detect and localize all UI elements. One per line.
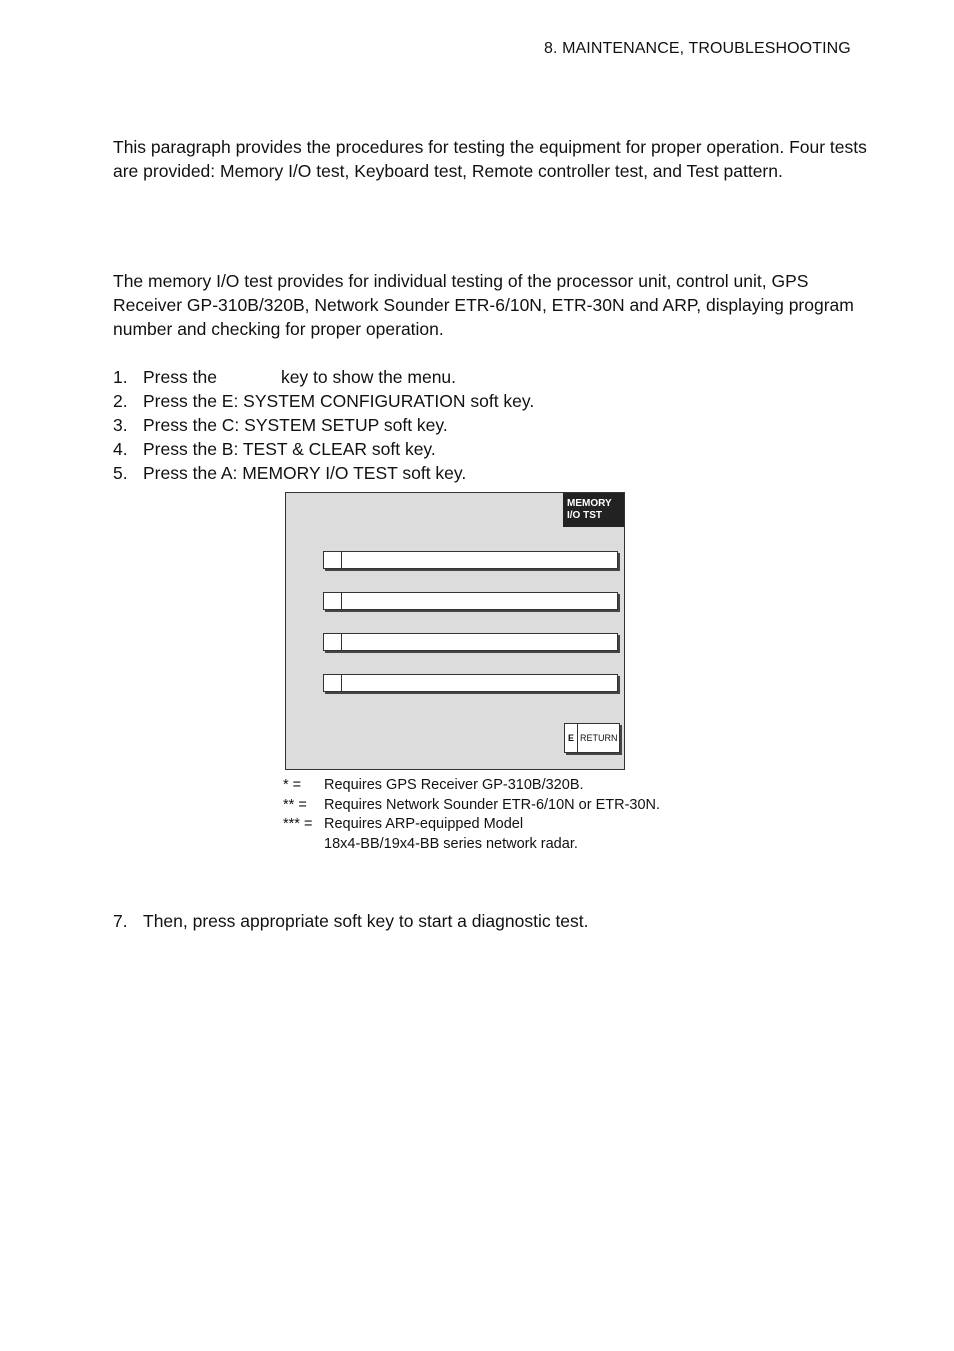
memory-io-test-screen [285, 492, 625, 770]
intro-paragraph: This paragraph provides the procedures for testing the equipment for proper operation. Four tests are provided: Memory I/O test, Keyboard test, Remote controller test, and Test pattern. [113, 137, 867, 181]
soft-key-d[interactable] [323, 674, 618, 692]
step-7: 7. Then, press appropriate soft key to start a diagnostic test. [113, 911, 589, 931]
step-3: 3. Press the C: SYSTEM SETUP soft key. [113, 415, 448, 435]
step-5: 5. Press the A: MEMORY I/O TEST soft key. [113, 463, 467, 483]
soft-key-c-letter-box [324, 634, 342, 650]
soft-key-d-letter-box [324, 675, 342, 691]
step-7-block [113, 909, 589, 933]
step-4: 4. Press the B: TEST & CLEAR soft key. [113, 439, 436, 459]
memory-io-paragraph: The memory I/O test provides for individual testing of the processor unit, control unit, GPS Receiver GP-310B/320B, Network Sounder ETR-6/10N, ETR-30N and ARP, displaying program number and checking for proper operation. [113, 271, 854, 339]
step-2: 2. Press the E: SYSTEM CONFIGURATION soft key. [113, 391, 535, 411]
return-button[interactable] [564, 723, 620, 753]
footnote-2: ** = Requires Network Sounder ETR-6/10N or ETR-30N. [283, 796, 661, 813]
soft-key-c[interactable] [323, 633, 618, 651]
soft-key-b[interactable] [323, 592, 618, 610]
return-key-letter: E [565, 724, 578, 752]
soft-key-a-letter-box [324, 552, 342, 568]
return-label: RETURN [580, 733, 618, 743]
soft-key-a[interactable] [323, 551, 618, 569]
footnotes [283, 776, 660, 854]
footnote-1: * = Requires GPS Receiver GP-310B/320B. [283, 777, 584, 793]
footnote-3: *** = Requires ARP-equipped Model [283, 816, 524, 832]
page-header: 8. MAINTENANCE, TROUBLESHOOTING [544, 40, 851, 57]
steps-list [113, 365, 534, 485]
step-1: 1. Press the key to show the menu. [113, 367, 457, 387]
footnote-3-continued: 18x4-BB/19x4-BB series network radar. [324, 835, 578, 852]
menu-title-tag: MEMORY I/O TST [563, 493, 624, 527]
soft-key-b-letter-box [324, 593, 342, 609]
